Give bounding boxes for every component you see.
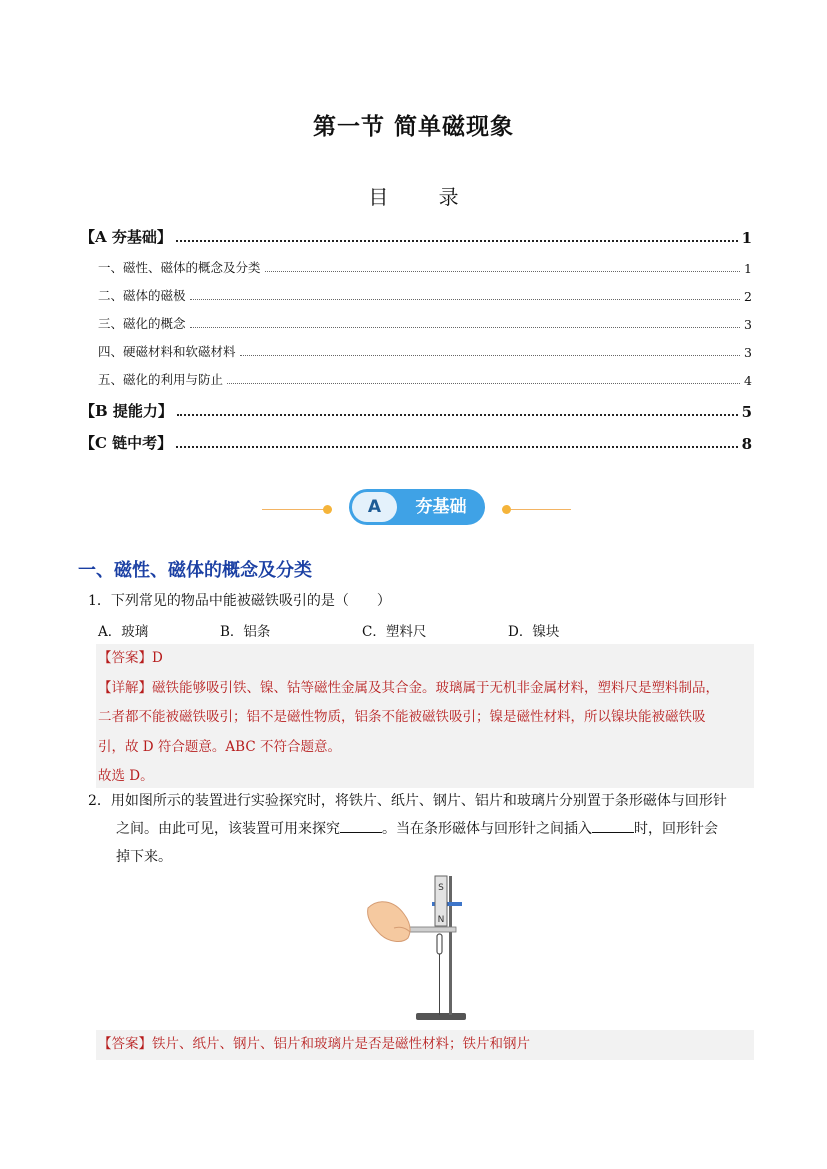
conclusion-text: 故选 D。 xyxy=(98,768,154,784)
toc-leader xyxy=(190,298,741,300)
section-badge xyxy=(349,489,485,525)
toc-entry-label: 五、磁化的利用与防止 xyxy=(98,372,224,387)
toc-entry[interactable] xyxy=(80,400,752,421)
answer-line xyxy=(96,1030,754,1060)
question-2-text-c: 时，回形针会 xyxy=(634,821,718,837)
badge-text: 夯基础 xyxy=(415,497,467,517)
toc-entry[interactable] xyxy=(98,258,752,276)
toc-entry-page: 1 xyxy=(744,261,752,276)
badge-line-right xyxy=(511,509,571,510)
toc-leader xyxy=(240,354,741,356)
toc-entry-label: 【A 夯基础】 xyxy=(80,228,172,246)
toc-leader xyxy=(177,413,738,416)
option-d: D．镍块 xyxy=(508,624,560,640)
page-title: 第一节 简单磁现象 xyxy=(312,114,514,140)
test-plate xyxy=(404,927,456,932)
toc-entry-label: 二、磁体的磁极 xyxy=(98,288,186,303)
detail-line xyxy=(96,674,754,704)
toc-entry-label: 三、磁化的概念 xyxy=(98,316,186,331)
toc-entry[interactable] xyxy=(98,314,752,332)
toc-entry-page: 2 xyxy=(744,289,752,304)
magnet-label-n: N xyxy=(437,915,445,925)
answer-blank-2[interactable] xyxy=(592,818,634,833)
toc-leader xyxy=(190,326,741,328)
section-heading: 一、磁性、磁体的概念及分类 xyxy=(78,560,312,581)
answer-tag: 【答案】 xyxy=(98,1036,152,1052)
paper-clip xyxy=(437,934,442,954)
toc-leader xyxy=(176,445,737,448)
detail-text-3: 引，故 D 符合题意。ABC 不符合题意。 xyxy=(98,738,341,755)
stand-base xyxy=(416,1013,466,1020)
answer-box-q2 xyxy=(96,1030,754,1060)
question-2-line-3: 掉下来。 xyxy=(116,849,172,865)
toc-entry-label: 【C 链中考】 xyxy=(80,434,173,452)
toc-entry-label: 【B 提能力】 xyxy=(80,402,173,420)
question-2-line-2 xyxy=(116,816,718,842)
answer-line xyxy=(96,644,754,674)
answer-text: D xyxy=(152,650,163,666)
detail-text-2: 二者都不能被磁铁吸引；铝不是磁性物质，铝条不能被磁铁吸引；镍是磁性材料，所以镍块能被磁铁吸 xyxy=(98,709,706,725)
detail-tag: 【详解】 xyxy=(98,679,152,696)
toc-entry[interactable] xyxy=(80,226,752,247)
toc-entry-page: 3 xyxy=(744,317,752,332)
toc-entry-label: 一、磁性、磁体的概念及分类 xyxy=(98,260,261,275)
toc-entry[interactable] xyxy=(98,370,752,388)
stand-rod xyxy=(449,876,452,1015)
toc-leader xyxy=(265,270,741,272)
option-b: B．铝条 xyxy=(220,624,271,640)
toc-leader xyxy=(176,239,738,242)
answer-text: 铁片、纸片、钢片、铝片和玻璃片是否是磁性材料；铁片和钢片 xyxy=(152,1036,530,1052)
badge-dot-left xyxy=(323,505,332,514)
toc-entry-page: 4 xyxy=(744,373,752,388)
toc-entry[interactable] xyxy=(98,342,752,360)
toc-entry[interactable] xyxy=(80,432,752,453)
option-a: A．玻璃 xyxy=(98,624,149,640)
toc-leader xyxy=(227,382,740,384)
question-2-text-b: 。当在条形磁体与回形针之间插入 xyxy=(382,821,592,837)
toc-entry-page: 3 xyxy=(744,345,752,360)
toc-entry-page: 8 xyxy=(741,435,752,453)
answer-blank-1[interactable] xyxy=(340,818,382,833)
question-2-line-1: 2．用如图所示的装置进行实验探究时，将铁片、纸片、钢片、铝片和玻璃片分别置于条形磁体与回形针 xyxy=(88,793,727,809)
badge-line-left xyxy=(262,509,324,510)
magnet-label-s: S xyxy=(438,883,444,893)
badge-letter: A xyxy=(352,492,397,522)
hand xyxy=(368,902,410,942)
toc-entry[interactable] xyxy=(98,286,752,304)
toc-entry-label: 四、硬磁材料和软磁材料 xyxy=(98,344,236,359)
answer-tag: 【答案】 xyxy=(98,650,152,666)
toc-heading: 目 录 xyxy=(368,185,481,209)
answer-box-q1 xyxy=(96,644,754,788)
toc-entry-page: 5 xyxy=(741,403,752,421)
question-2-text-a: 之间。由此可见，该装置可用来探究 xyxy=(116,821,340,837)
toc-entry-page: 1 xyxy=(741,229,752,247)
option-c: C．塑料尺 xyxy=(362,624,427,640)
badge-dot-right xyxy=(502,505,511,514)
detail-text-1: 磁铁能够吸引铁、镍、钴等磁性金属及其合金。玻璃属于无机非金属材料，塑料尺是塑料制品， xyxy=(152,679,719,696)
question-1-stem: 1．下列常见的物品中能被磁铁吸引的是（ ） xyxy=(88,593,391,609)
experiment-figure xyxy=(364,870,474,1026)
